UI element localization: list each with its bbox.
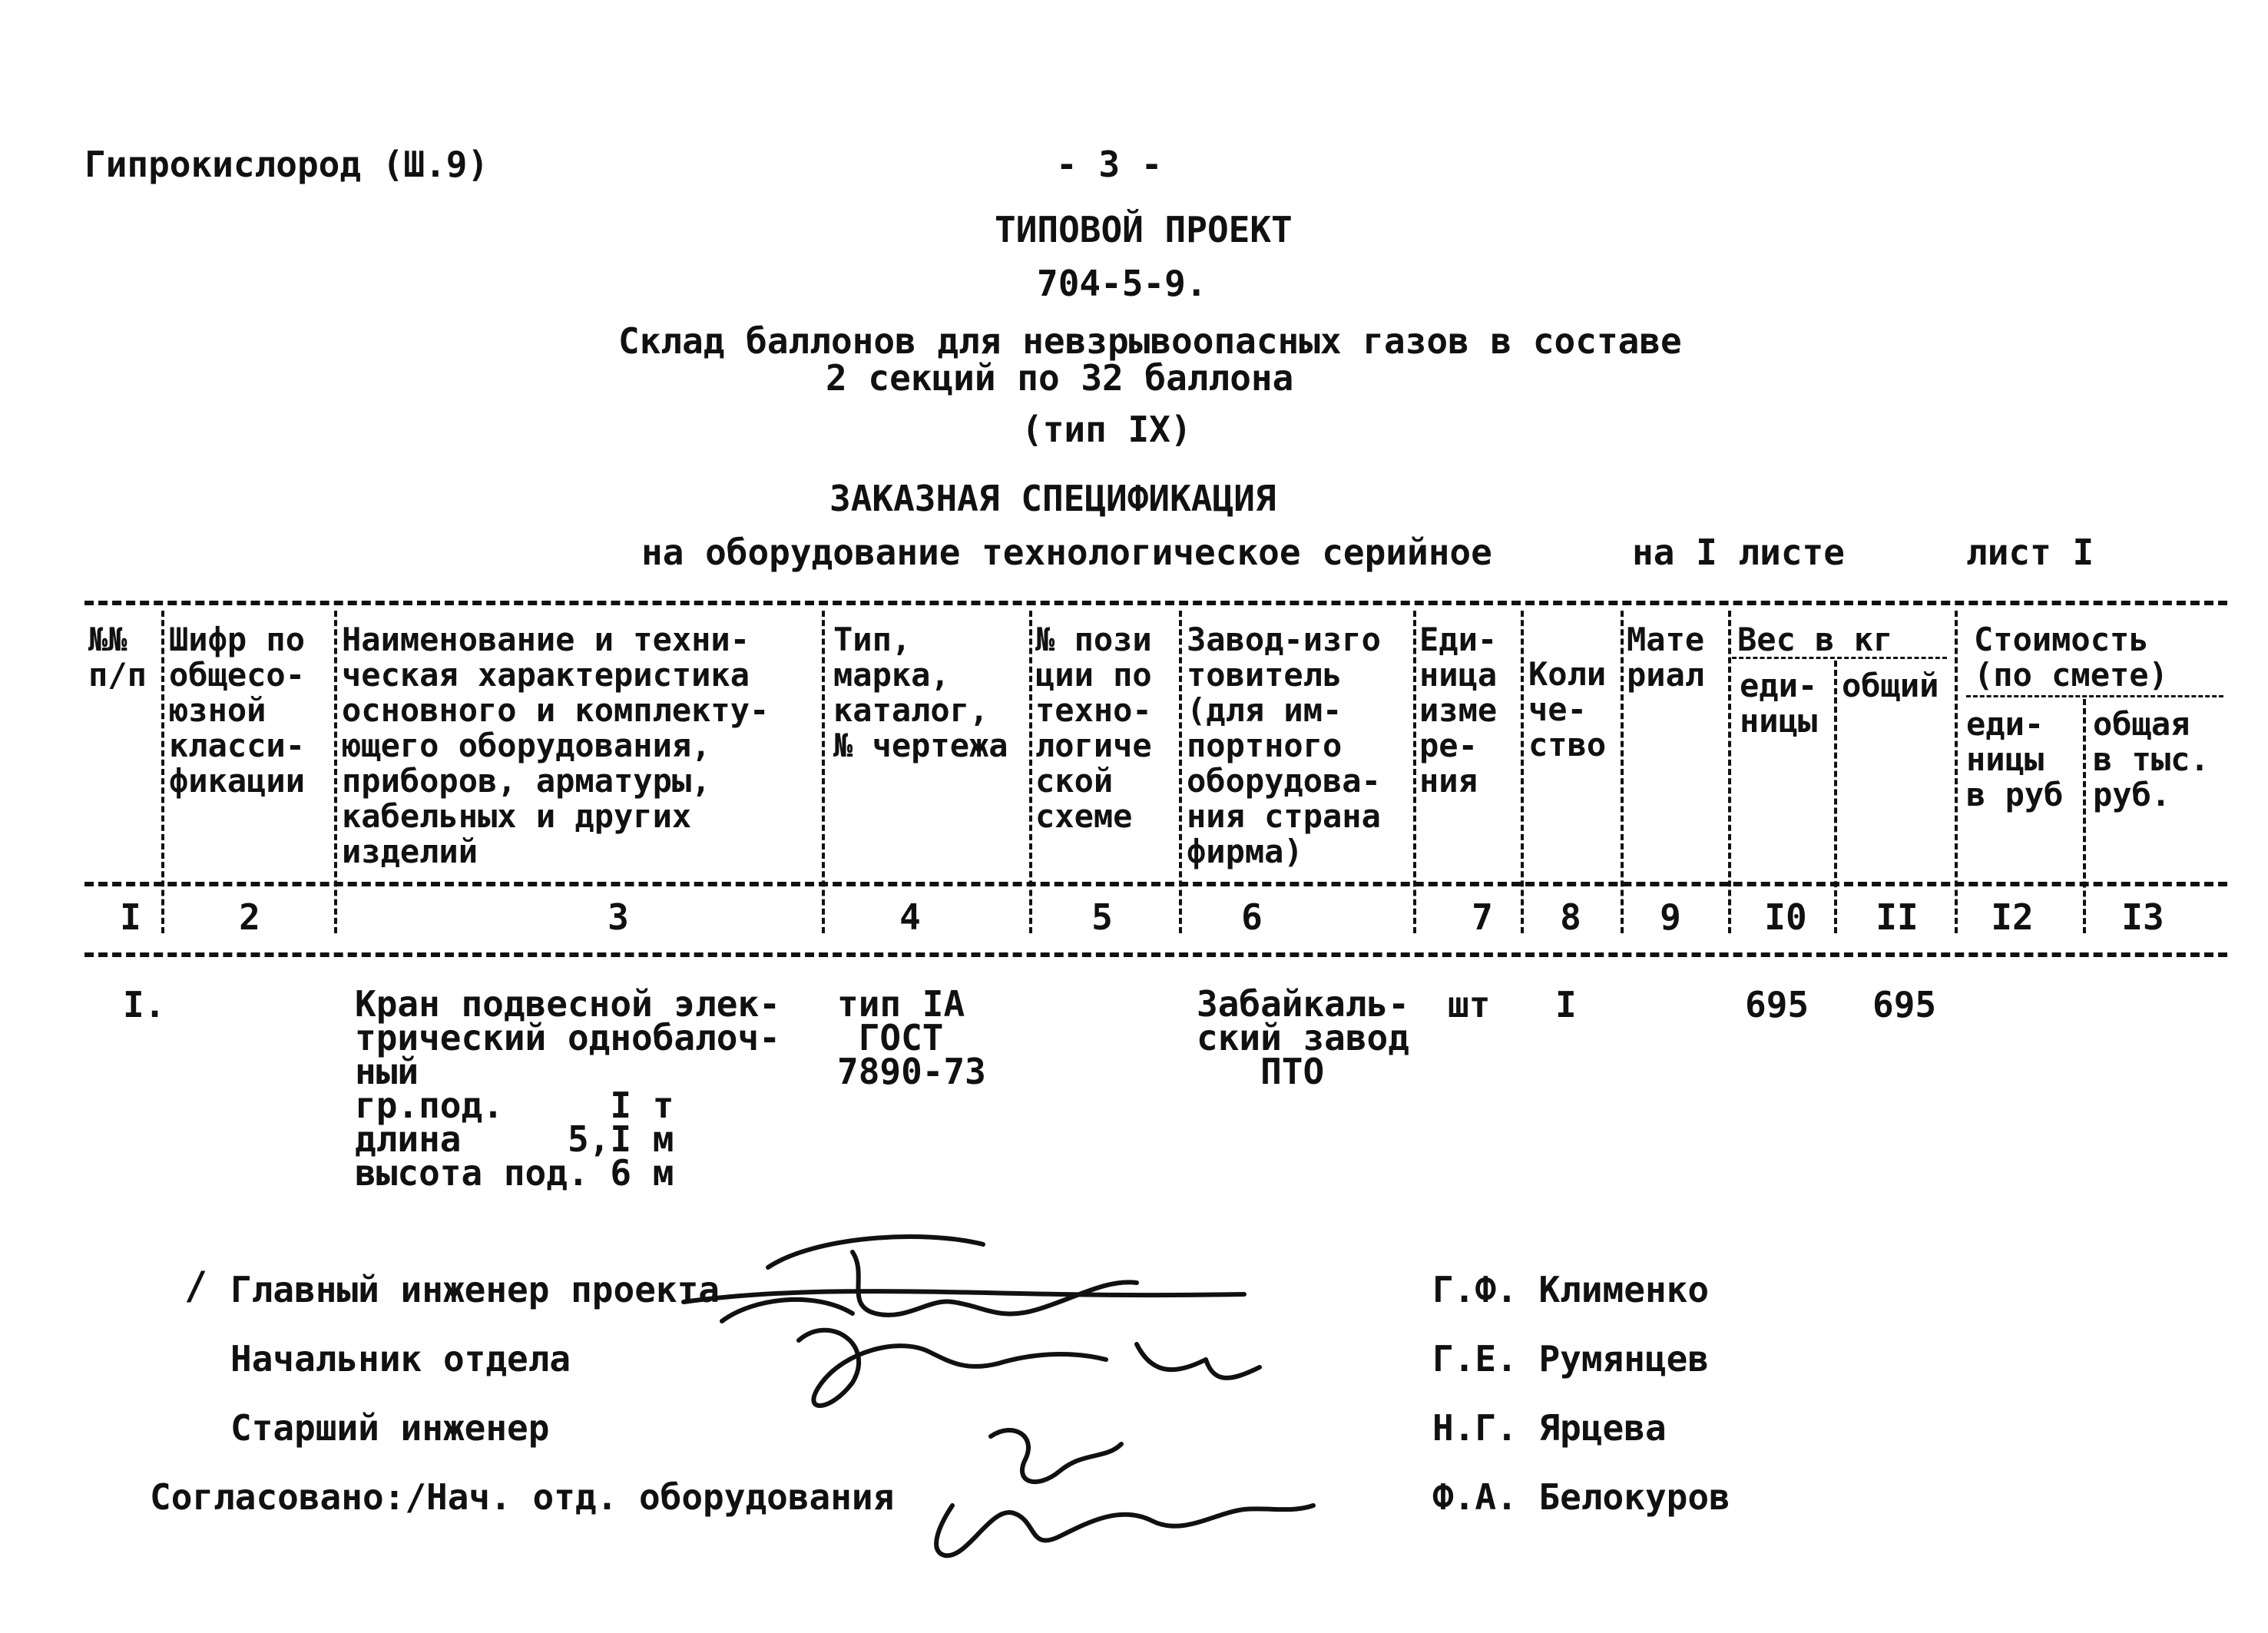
row-unit: шт [1448, 984, 1491, 1025]
project-code: 704-5-9. [1037, 263, 1207, 304]
signature-role: Согласовано:/Нач. отд. оборудования [150, 1476, 895, 1518]
signature-name: Г.Ф. Клименко [1432, 1269, 1710, 1310]
col-number: 8 [1560, 896, 1581, 938]
cost-group-rule [1966, 695, 2223, 697]
table-top-rule [84, 601, 2227, 605]
row-type: тип IA ГОСТ 7890-73 [837, 983, 986, 1092]
col-number: 2 [239, 896, 260, 938]
col-number: 3 [608, 896, 629, 938]
col-separator [1413, 611, 1416, 933]
row-number: I. [123, 984, 166, 1025]
col-separator [1621, 611, 1624, 933]
table-numbers-rule [84, 952, 2227, 957]
col-header-quantity: Коли че- ство [1528, 655, 1607, 764]
col-separator [1521, 611, 1524, 933]
col-number: 4 [899, 896, 921, 938]
signature-name: Ф.А. Белокуров [1432, 1476, 1730, 1518]
col-number: I2 [1991, 896, 2034, 938]
row-quantity: I [1555, 984, 1577, 1025]
row-weight-unit: 695 [1745, 984, 1809, 1025]
row-weight-total: 695 [1872, 984, 1937, 1025]
col-number: 6 [1241, 896, 1263, 938]
col-header-position: № пози ции по техно- логиче ской схеме [1035, 621, 1152, 835]
col-header-cost-total: общая в тыс. руб. [2093, 705, 2210, 813]
col-header-material: Мате риал [1627, 621, 1705, 694]
col-header-unit: Еди- ница изме ре- ния [1419, 621, 1498, 800]
signature-role: Начальник отдела [230, 1338, 571, 1380]
col-number: 9 [1660, 896, 1681, 938]
col-header-weight-unit: еди- ницы [1740, 667, 1818, 740]
handwritten-signatures [676, 1206, 1367, 1567]
title-line-1: Склад баллонов для невзрывоопасных газов в составе [618, 320, 1682, 362]
col-header-type: Тип, марка, каталог, № чертежа [833, 621, 1008, 764]
col-header-weight-group: Вес в кг [1737, 621, 1893, 658]
signature-stroke [991, 1430, 1121, 1482]
organization: Гипрокислород (Ш.9) [84, 144, 489, 185]
col-header-name: Наименование и техни- ческая характеристика основного и комплекту- ющего оборудования, приборов, арматуры, кабельных и других изделий [342, 621, 770, 870]
col-separator [822, 611, 825, 933]
col-separator [1728, 611, 1731, 933]
signature-role: Главный инженер проекта [230, 1269, 720, 1310]
col-header-manufacturer: Завод-изго товитель (для им- портного оборудова- ния страна фирма) [1187, 621, 1381, 870]
col-header-weight-total: общий [1842, 667, 1939, 704]
row-name: Кран подвесной элек- трический однобалоч- ный гр.под. I т длина 5,I м высота под. 6 м [355, 983, 780, 1194]
col-separator [2083, 699, 2086, 933]
title-line-3: (тип IX) [1021, 409, 1192, 450]
page-number: - 3 - [1056, 144, 1163, 185]
signature-role: Старший инженер [230, 1407, 550, 1449]
signature-stroke [722, 1300, 1260, 1406]
signature-name: Г.Е. Румянцев [1432, 1338, 1710, 1380]
col-header-cost-unit: еди- ницы в руб [1966, 705, 2064, 813]
col-separator [1179, 611, 1182, 933]
slash-mark: / [184, 1264, 208, 1308]
title-line-2: 2 секций по 32 баллона [826, 357, 1294, 399]
col-number: 7 [1472, 896, 1493, 938]
signature-name: Н.Г. Ярцева [1432, 1407, 1667, 1449]
row-manufacturer: Забайкаль- ский завод ПТО [1197, 983, 1409, 1092]
col-separator [334, 611, 337, 933]
sheet-number: лист I [1966, 532, 2094, 573]
col-number: I0 [1764, 896, 1807, 938]
signature-stroke [936, 1505, 1313, 1555]
col-number: 5 [1091, 896, 1113, 938]
col-number: I [120, 896, 141, 938]
table-header-rule [84, 882, 2227, 886]
col-number: II [1876, 896, 1919, 938]
project-type: ТИПОВОЙ ПРОЕКТ [995, 209, 1293, 250]
col-separator [1955, 611, 1958, 933]
col-header-number: №№ п/п [88, 621, 147, 694]
spec-subtitle: на оборудование технологическое серийное [641, 532, 1492, 573]
sheets-total: на I листе [1632, 532, 1845, 573]
spec-title: ЗАКАЗНАЯ СПЕЦИФИКАЦИЯ [829, 478, 1276, 519]
col-separator [1029, 611, 1032, 933]
col-separator [1834, 661, 1837, 933]
col-header-cost-group: Стоимость (по смете) [1974, 621, 2168, 694]
col-number: I3 [2121, 896, 2164, 938]
col-header-code: Шифр по общесо- юзной класси- фикации [169, 621, 306, 800]
col-separator [161, 611, 164, 933]
